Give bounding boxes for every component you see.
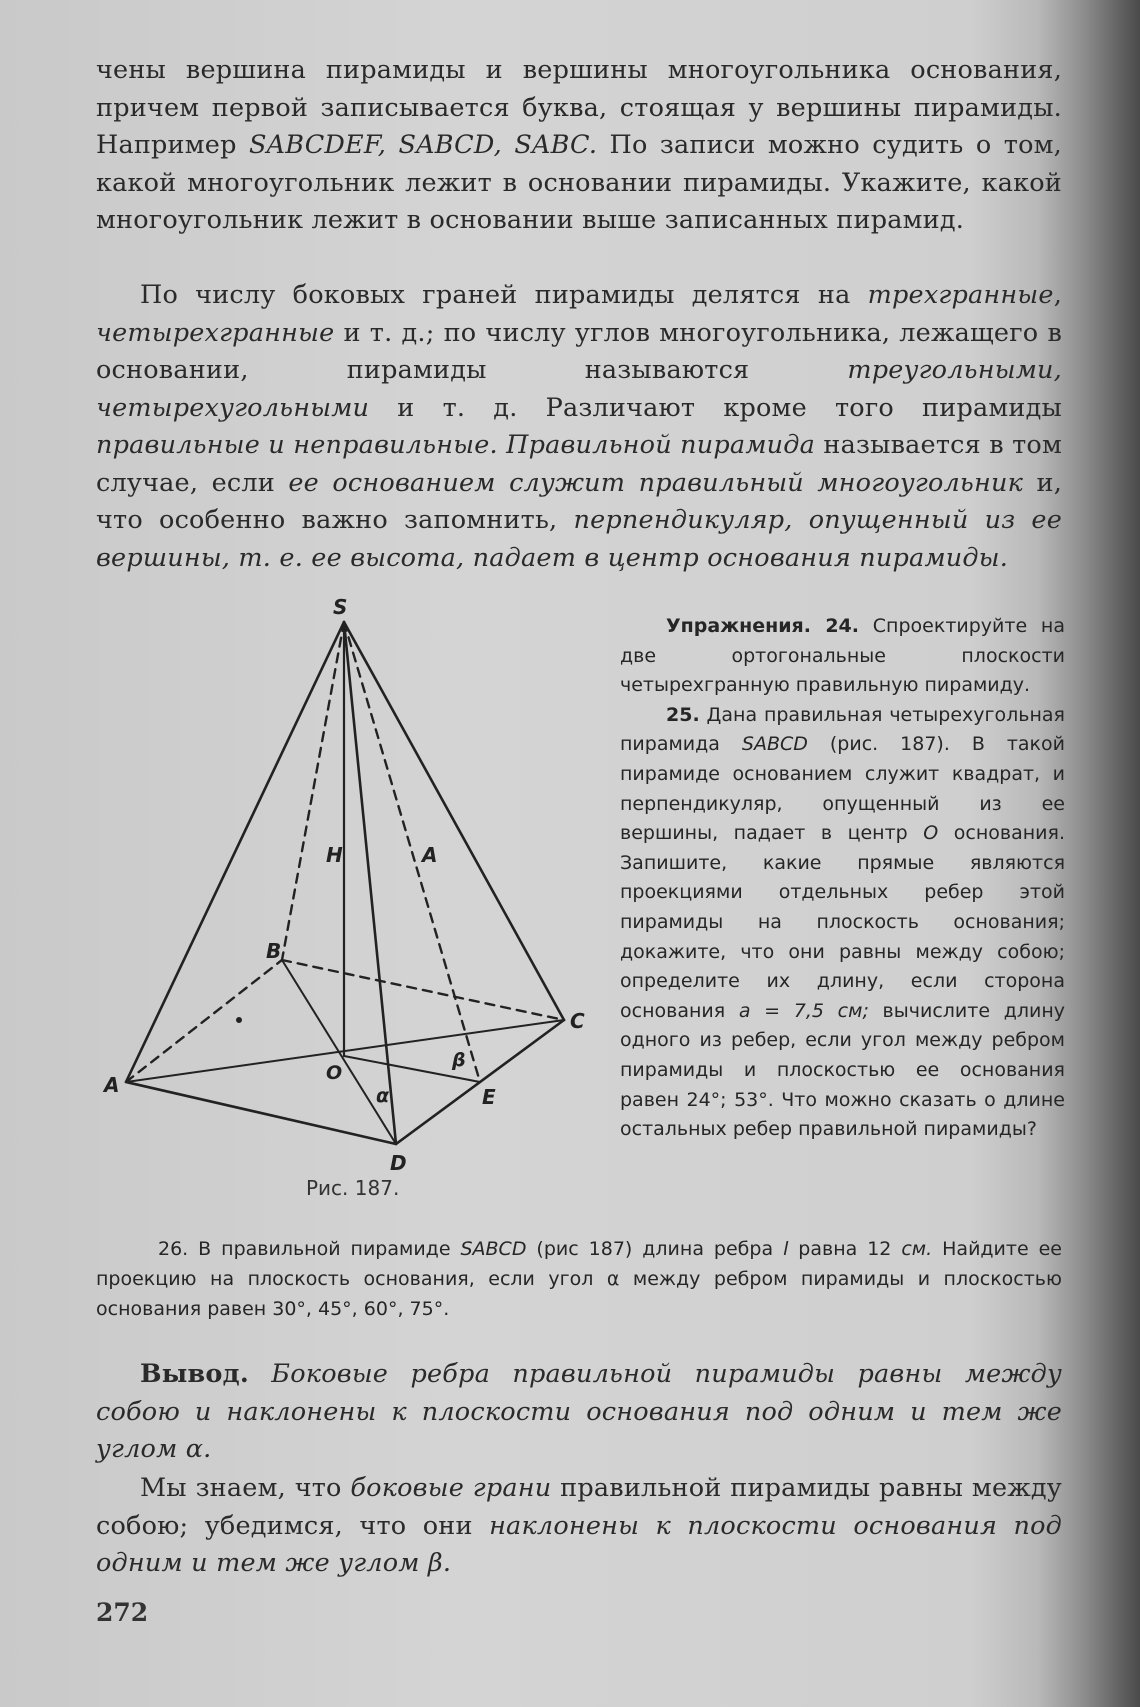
figure-caption: Рис. 187.: [306, 1176, 400, 1200]
text: и т. д. Различают кроме того пирамиды: [369, 392, 1062, 423]
text: Дана правильная четырехугольная пирамида: [620, 703, 1065, 756]
label-A: A: [104, 1073, 120, 1097]
text: Найдите ее проекцию на плоскость основания, если угол α между ребром пирамиды и плоскостью основания равен 30°, 45°, 60°, 75°.: [96, 1238, 1062, 1320]
text: чены вершина пирамиды и вершины многоугольника основания, причем первой записывается буква, стоящая у вершины пирамиды. Например: [96, 55, 1062, 160]
text: вычислите длину одного из ребер, если угол между ребром пирамиды и плоскостью ее основания равен 24°; 53°. Что можно сказать о длине остальных ребер правильной пирамиды?: [620, 999, 1065, 1141]
exercise-26: [96, 1234, 1062, 1324]
label-E: E: [482, 1085, 496, 1109]
exercises-24-25: [620, 612, 1065, 1145]
label-alpha: α: [376, 1085, 390, 1107]
text: и т. д.; по числу углов многоугольника, лежащего в основании, пирамиды называются: [96, 317, 1062, 385]
term: ее основанием служит правильный многоугольник: [288, 467, 1024, 498]
text: основания. Запишите, какие прямые являются проекциями отдельных ребер этой пирамиды на плоскость основания; докажите, что они равны между собою; определите их длину, если сторона основания: [620, 822, 1065, 1022]
term: наклонены к плоскости основания под одним и тем же углом β.: [96, 1510, 1062, 1578]
pyramid-name: SABCD: [460, 1238, 527, 1260]
label-H: H: [326, 843, 343, 867]
term: правильные и неправильные. Правильной пирамида: [96, 430, 816, 460]
side-length: a = 7,5 см;: [738, 999, 869, 1022]
paragraph-2: [96, 277, 1062, 577]
figure-187-pyramid: [100, 592, 620, 1172]
term: четырехгранные: [96, 317, 335, 348]
edge-AD: [126, 1082, 396, 1144]
label-B: B: [266, 939, 282, 963]
text: (рис. 187). В такой пирамиде основанием служит квадрат, и перпендикуляр, опущенный из ее вершины, падает в центр: [620, 733, 1065, 845]
label-S: S: [333, 595, 348, 619]
text: По числу боковых граней пирамиды делятся на: [140, 280, 868, 310]
label-apothem: A: [422, 843, 438, 867]
point-mark: [236, 1017, 242, 1023]
label-beta: β: [452, 1049, 466, 1071]
term: треугольными, четырехугольными: [96, 355, 1062, 423]
center-label: O: [923, 822, 939, 845]
text: и, что особенно важно запомнить,: [96, 467, 1063, 535]
text: (рис 187) длина ребра: [526, 1238, 784, 1260]
conclusion: [96, 1356, 1062, 1469]
exercise-24-text: Спроектируйте на две ортогональные плоскости четырехгранную правильную пирамиду.: [620, 615, 1065, 697]
page-number: 272: [96, 1598, 149, 1627]
edge-BC-hidden: [282, 960, 564, 1020]
text: Мы знаем, что: [140, 1473, 351, 1503]
edge-SB-hidden: [282, 622, 344, 960]
label-O: O: [326, 1062, 343, 1084]
edge-symbol: l: [783, 1238, 789, 1260]
paragraph-3: [96, 1470, 1062, 1583]
text: правильной пирамиды равны между собою; убедимся, что они: [96, 1473, 1063, 1541]
text: называется в том случае, если: [96, 430, 1062, 498]
text: ,: [1053, 280, 1062, 310]
exercises-heading: Упражнения. 24.: [666, 615, 859, 637]
text: равна 12: [788, 1238, 902, 1260]
conclusion-text: Боковые ребра правильной пирамиды равны между собою и наклонены к плоскости основания под одним и тем же углом α.: [96, 1359, 1062, 1464]
unit: см.: [901, 1238, 933, 1260]
apothem-SE: [344, 622, 480, 1082]
diagonal-BD: [282, 960, 396, 1144]
pyramid-name: SABCD: [741, 733, 808, 756]
label-D: D: [390, 1151, 407, 1172]
term: боковые грани: [350, 1473, 552, 1503]
pyramid-examples: SABCDEF, SABCD, SABC.: [249, 130, 598, 160]
label-C: C: [570, 1009, 585, 1033]
term: перпендикуляр, опущенный из ее вершины, т. е. ее высота, падает в центр основания пирамиды.: [96, 505, 1062, 573]
edge-SA: [126, 622, 344, 1082]
text: По записи можно судить о том, какой многоугольник лежит в основании пирамиды. Укажите, какой многоугольник лежит в основании выше записанных пирамид.: [96, 130, 1062, 235]
conclusion-heading: Вывод.: [140, 1359, 249, 1389]
exercise-25-number: 25.: [666, 703, 700, 726]
paragraph-1: [96, 52, 1062, 240]
text: 26. В правильной пирамиде: [158, 1238, 461, 1260]
term: трехгранные: [867, 280, 1054, 310]
